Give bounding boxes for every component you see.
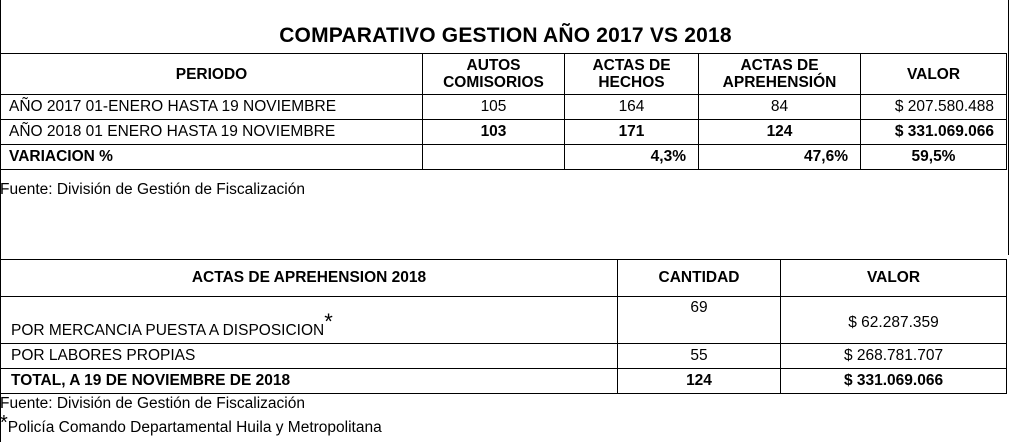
row-mercancia-cantidad: 69 bbox=[618, 297, 781, 344]
variation-valor: 59,5% bbox=[911, 148, 956, 165]
row-2017-autos: 105 bbox=[423, 95, 565, 120]
row-2017-aprehension: 84 bbox=[699, 95, 861, 120]
header-actas-hechos bbox=[565, 54, 699, 95]
footnote-asterisk: * bbox=[0, 412, 8, 434]
variation-label: VARIACION % bbox=[9, 148, 113, 165]
table-row bbox=[1, 95, 1007, 120]
row-mercancia-label: POR MERCANCIA PUESTA A DISPOSICION bbox=[11, 322, 325, 339]
header-valor: VALOR bbox=[861, 54, 1007, 95]
row-2018-valor: $ 331.069.066 bbox=[894, 123, 994, 140]
header-autos-comisorios bbox=[423, 54, 565, 95]
table-row bbox=[1, 344, 1007, 369]
aprehension-table bbox=[0, 259, 1007, 394]
source-note-1: Fuente: División de Gestión de Fiscalización bbox=[0, 181, 305, 198]
header-actas-aprehension bbox=[699, 54, 861, 95]
header-autos-line1: AUTOS bbox=[466, 57, 521, 74]
footnote-text: Policía Comando Departamental Huila y Metropolitana bbox=[7, 419, 382, 436]
header-cantidad: CANTIDAD bbox=[618, 260, 781, 297]
row-mercancia-valor: $ 62.287.359 bbox=[781, 297, 1007, 344]
row-2018-periodo: AÑO 2018 01 ENERO HASTA 19 NOVIEMBRE bbox=[1, 120, 423, 145]
row-2018-autos: 103 bbox=[480, 123, 507, 140]
source-note-2: Fuente: División de Gestión de Fiscalización bbox=[0, 395, 305, 412]
comparison-header-row bbox=[1, 54, 1007, 95]
variation-hechos: 4,3% bbox=[650, 148, 686, 165]
footnote bbox=[0, 412, 382, 437]
total-concepto: TOTAL, A 19 DE NOVIEMBRE DE 2018 bbox=[1, 369, 618, 394]
total-valor: $ 331.069.066 bbox=[781, 369, 1007, 394]
row-mercancia-concepto bbox=[1, 297, 618, 344]
header-aprehension-line2: APREHENSIÓN bbox=[722, 74, 837, 91]
variation-aprehension: 47,6% bbox=[804, 148, 848, 165]
row-2017-periodo: AÑO 2017 01-ENERO HASTA 19 NOVIEMBRE bbox=[1, 95, 423, 120]
header-hechos-line1: ACTAS DE bbox=[592, 57, 671, 74]
header-autos-line2: COMISORIOS bbox=[443, 74, 544, 91]
footnote-marker: * bbox=[324, 309, 333, 334]
aprehension-header-row bbox=[1, 260, 1007, 297]
header-valor-2: VALOR bbox=[781, 260, 1007, 297]
document-title: COMPARATIVO GESTION AÑO 2017 VS 2018 bbox=[279, 24, 732, 47]
variation-row bbox=[1, 145, 1007, 170]
table-row bbox=[1, 120, 1007, 145]
header-hechos-line2: HECHOS bbox=[598, 74, 665, 91]
total-cantidad: 124 bbox=[618, 369, 781, 394]
row-2018-hechos: 171 bbox=[618, 123, 645, 140]
row-2017-valor: $ 207.580.488 bbox=[861, 95, 1007, 120]
header-periodo: PERIODO bbox=[1, 54, 423, 95]
row-labores-valor: $ 268.781.707 bbox=[781, 344, 1007, 369]
row-labores-cantidad: 55 bbox=[618, 344, 781, 369]
row-2018-aprehension: 124 bbox=[766, 123, 793, 140]
comparison-table bbox=[0, 53, 1007, 170]
row-2017-hechos: 164 bbox=[565, 95, 699, 120]
header-aprehension-line1: ACTAS DE bbox=[740, 57, 819, 74]
header-concepto: ACTAS DE APREHENSION 2018 bbox=[1, 260, 618, 297]
row-labores-concepto: POR LABORES PROPIAS bbox=[1, 344, 618, 369]
table-row bbox=[1, 297, 1007, 344]
total-row bbox=[1, 369, 1007, 394]
